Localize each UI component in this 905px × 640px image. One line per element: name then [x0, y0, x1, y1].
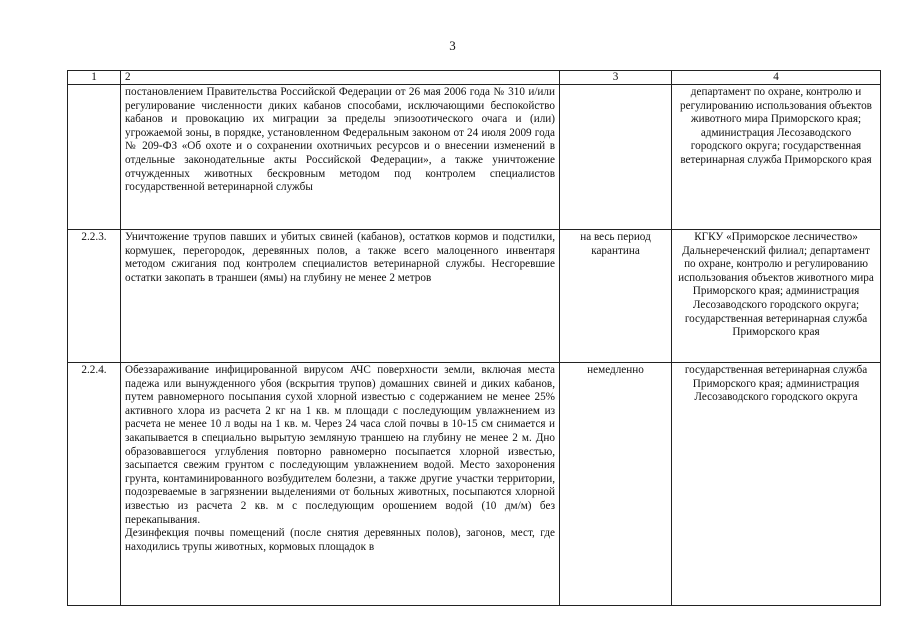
table-row — [68, 85, 881, 230]
row-number: 2.2.3. — [68, 230, 121, 363]
page-number: 3 — [449, 38, 456, 53]
header-col-4: 4 — [672, 71, 881, 85]
period-text: на весь период карантина — [560, 230, 672, 363]
measure-text: постановлением Правительства Российской Федерации от 26 мая 2006 года № 310 и/или регулирование численности диких кабанов способами, исключающими беспокойство кабанов и провокацию их миграции за пределы эпизоотического очага и (или) угрожаемой зоны, в порядке, установленном Федеральным законом от 24 июля 2009 года № 209-ФЗ «Об охоте и о сохранении охотничьих ресурсов и о внесении изменений в отдельные законодательные акты Российской Федерации», а также уничтожение отчужденных животных бескровным методом под контролем специалистов государственной ветеринарной службы — [121, 85, 560, 230]
row-number — [68, 85, 121, 230]
header-col-1: 1 — [68, 71, 121, 85]
header-row — [68, 71, 881, 85]
measure-text: Уничтожение трупов павших и убитых свиней (кабанов), остатков кормов и подстилки, кормушек, перегородок, деревянных полов, а также всего малоценного инвентаря методом сжигания под контролем специалистов ветеринарной службы. Несгоревшие остатки закопать в траншеи (ямы) на глубину не менее 2 метров — [121, 230, 560, 363]
measure-text: Обеззараживание инфицированной вирусом АЧС поверхности земли, включая места падежа или вынужденного убоя (вскрытия трупов) домашних свиней и диких кабанов, путем равномерного посыпания сухой хлорной известью с содержанием не менее 25% активного хлора из расчета 2 кг на 1 кв. м площади с последующим увлажнением из расчета не менее 10 л воды на 1 кв. м. Через 24 часа слой почвы в 10-15 см снимается и закапывается в специально вырытую земляную траншею на глубину не менее 2 м. Дно образовавшегося углубления повторно равномерно посыпается хлорной известью, засыпается свежим грунтом с последующим увлажнением водой. Место захоронения грунта, контаминированного возбудителем болезни, а также другие участки территории, подозреваемые в загрязнении выделениями от больных животных, посыпаются хлорной известью из расчета 2 кв. м с последующим орошением водой (10 дм/м) без перекапывания. Дезинфекция почвы помещений (после снятия деревянных полов), загонов, мест, где находились трупы животных, кормовых площадок в — [121, 363, 560, 606]
row-number: 2.2.4. — [68, 363, 121, 606]
responsible-text: департамент по охране, контролю и регулированию использования объектов животного мира Приморского края; администрация Лесозаводского городского округа; государственная ветеринарная служба Приморского края — [672, 85, 881, 230]
header-col-3: 3 — [560, 71, 672, 85]
period-text: немедленно — [560, 363, 672, 606]
responsible-text: государственная ветеринарная служба Приморского края; администрация Лесозаводского городского округа — [672, 363, 881, 606]
table-row — [68, 363, 881, 606]
responsible-text: КГКУ «Приморское лесничество» Дальнереченский филиал; департамент по охране, контролю и регулированию использования объектов животного мира Приморского края; администрация Лесозаводского городского округа; государственная ветеринарная служба Приморского края — [672, 230, 881, 363]
period-text — [560, 85, 672, 230]
table-row — [68, 230, 881, 363]
measures-table — [67, 70, 881, 606]
header-col-2: 2 — [121, 71, 560, 85]
